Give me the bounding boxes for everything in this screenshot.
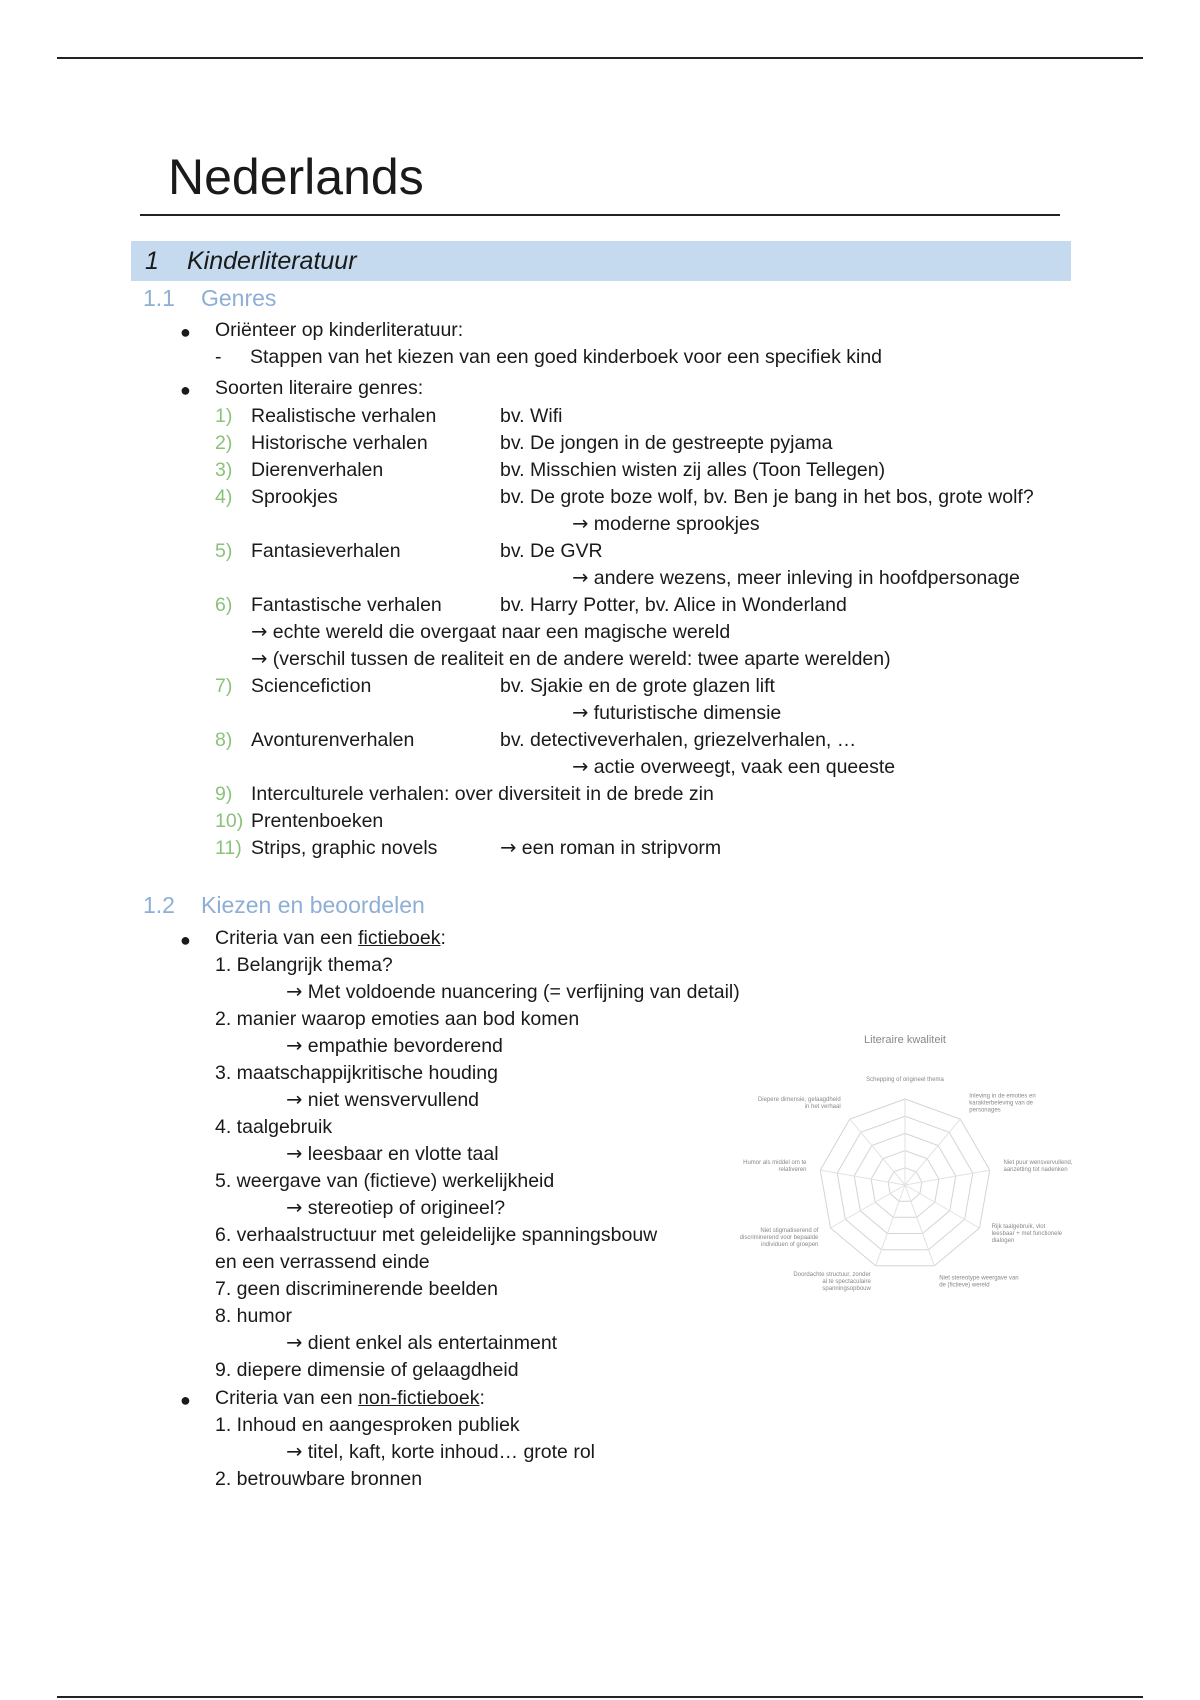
genre-number: 8): [215, 729, 233, 751]
criterion-label: 9. diepere dimensie of gelaagdheid: [215, 1359, 519, 1381]
genre-note: → (verschil tussen de realiteit en de andere wereld: twee aparte werelden): [251, 647, 891, 670]
bullet-icon: ●: [180, 380, 191, 400]
fictie-intro: Criteria van een fictieboek:: [215, 927, 446, 949]
genre-label: Realistische verhalen: [251, 405, 437, 427]
radar-axis-label: Doordachte structuur, zonder al te spectaculaire spanningsopbouw: [793, 1272, 871, 1292]
genre-number: 3): [215, 459, 233, 481]
genre-example: bv. Misschien wisten zij alles (Toon Tellegen): [500, 459, 886, 481]
genre-number: 5): [215, 540, 233, 562]
criterion-note: → stereotiep of origineel?: [286, 1196, 506, 1219]
radar-axis: [905, 1185, 980, 1228]
radar-axis: [905, 1170, 990, 1185]
criterion-note: → Met voldoende nuancering (= verfijning van detail): [286, 980, 740, 1003]
radar-axis-label: Humor als middel om te relativeren: [743, 1160, 807, 1174]
criterion-note: → titel, kaft, korte inhoud… grote rol: [286, 1440, 595, 1463]
chapter-number: 1: [145, 247, 159, 275]
genres-bullet-1-sub: Stappen van het kiezen van een goed kinderboek voor een specifiek kind: [250, 346, 883, 368]
genre-number: 11): [215, 837, 242, 859]
radar-axis-label: Inleving in de emoties en karakterbeleving van de personages: [969, 1093, 1036, 1114]
genre-example: bv. Wifi: [500, 405, 563, 427]
genre-number: 7): [215, 675, 233, 697]
genre-example: bv. De GVR: [500, 540, 603, 562]
section-heading-kiezen: 1.2 Kiezen en beoordelen: [143, 892, 425, 918]
criterion-label: 8. humor: [215, 1305, 292, 1327]
criterion-label: 6. verhaalstructuur met geleidelijke spanningsbouw: [215, 1224, 658, 1246]
genre-note: → andere wezens, meer inleving in hoofdpersonage: [572, 566, 1020, 589]
nonfictie-intro: Criteria van een non-fictieboek:: [215, 1387, 485, 1409]
genre-number: 4): [215, 486, 233, 508]
criterion-label: 5. weergave van (fictieve) werkelijkheid: [215, 1170, 555, 1192]
genre-label: Avonturenverhalen: [251, 729, 415, 751]
arrow-icon: →: [251, 647, 268, 670]
radar-axis: [905, 1185, 934, 1266]
bottom-rule: [57, 1696, 1143, 1698]
criterion-label: 7. geen discriminerende beelden: [215, 1278, 498, 1300]
genre-example: bv. Harry Potter, bv. Alice in Wonderland: [500, 594, 847, 616]
radar-axis-label: Niet puur wensvervullend, aanzetting tot nadenken: [1003, 1160, 1073, 1174]
radar-axis-label: Schepping of origineel thema: [866, 1077, 944, 1083]
arrow-icon: →: [286, 1088, 303, 1111]
arrow-icon: →: [572, 755, 589, 778]
criterion-label: 2. betrouwbare bronnen: [215, 1468, 423, 1490]
chapter-title: Kinderliteratuur: [187, 247, 357, 275]
radar-axis-label: Niet stigmatiserend of discriminerend voor bepaalde individuen of groepen: [739, 1228, 819, 1248]
genre-example: bv. Sjakie en de grote glazen lift: [500, 675, 775, 697]
genre-label: Strips, graphic novels: [251, 837, 438, 859]
genre-note: → actie overweegt, vaak een queeste: [572, 755, 896, 778]
genres-bullet-1: Oriënteer op kinderliteratuur:: [215, 319, 464, 341]
bullet-icon: ●: [180, 322, 191, 342]
arrow-icon: →: [500, 836, 517, 859]
arrow-icon: →: [572, 566, 589, 589]
top-rule: [57, 57, 1143, 59]
genre-label: Dierenverhalen: [251, 459, 384, 481]
arrow-icon: →: [286, 1034, 303, 1057]
genre-note: → moderne sprookjes: [572, 512, 760, 535]
criterion-note: → leesbaar en vlotte taal: [286, 1142, 499, 1165]
criterion-label-cont: en een verrassend einde: [215, 1251, 430, 1273]
criterion-label: 4. taalgebruik: [215, 1116, 333, 1138]
criterion-label: 1. Belangrijk thema?: [215, 954, 393, 976]
genre-number: 10): [215, 810, 244, 832]
genre-label: Prentenboeken: [251, 810, 384, 832]
radar-axis-label: Diepere dimensie, gelaagdheid in het verhaal: [757, 1096, 841, 1110]
genre-label: Interculturele verhalen: over diversiteit in de brede zin: [251, 783, 714, 805]
arrow-icon: →: [286, 1196, 303, 1219]
arrow-icon: →: [572, 701, 589, 724]
criterion-label: 2. manier waarop emoties aan bod komen: [215, 1008, 580, 1030]
arrow-icon: →: [286, 1331, 303, 1354]
arrow-icon: →: [286, 980, 303, 1003]
arrow-icon: →: [251, 620, 268, 643]
arrow-icon: →: [286, 1440, 303, 1463]
genres-bullet-2: Soorten literaire genres:: [215, 377, 424, 399]
radar-axis: [820, 1170, 905, 1185]
bullet-icon: ●: [180, 930, 191, 950]
genre-number: 6): [215, 594, 233, 616]
genre-label: Sciencefiction: [251, 675, 372, 697]
radar-axis: [831, 1185, 906, 1228]
title-underline: [140, 214, 1060, 216]
genre-label: Fantasieverhalen: [251, 540, 401, 562]
radar-axis: [876, 1185, 905, 1266]
genre-number: 2): [215, 432, 233, 454]
genre-example: bv. detectiveverhalen, griezelverhalen, …: [500, 729, 857, 751]
section-heading-genres: 1.1 Genres: [143, 285, 277, 311]
genre-number: 9): [215, 783, 233, 805]
criterion-note: → dient enkel als entertainment: [286, 1331, 558, 1354]
genre-example: bv. De jongen in de gestreepte pyjama: [500, 432, 833, 454]
genre-note: → futuristische dimensie: [572, 701, 782, 724]
radar-axis: [850, 1119, 905, 1185]
genre-note: → een roman in stripvorm: [500, 836, 722, 859]
radar-axis-label: Rijk taalgebruik, vlot leesbaar + met functionele dialogen: [991, 1224, 1063, 1244]
arrow-icon: →: [572, 512, 589, 535]
genre-label: Historische verhalen: [251, 432, 428, 454]
criterion-label: 3. maatschappijkritische houding: [215, 1062, 498, 1084]
criterion-label: 1. Inhoud en aangesproken publiek: [215, 1414, 520, 1436]
bullet-icon: ●: [180, 1390, 191, 1410]
genre-example: bv. De grote boze wolf, bv. Ben je bang in het bos, grote wolf?: [500, 486, 1034, 508]
criterion-note: → empathie bevorderend: [286, 1034, 503, 1057]
dash-marker: -: [215, 346, 222, 368]
criterion-note: → niet wensvervullend: [286, 1088, 480, 1111]
radar-title: Literaire kwaliteit: [864, 1034, 946, 1046]
literaire-kwaliteit-radar-chart: [690, 1025, 1100, 1325]
genre-label: Sprookjes: [251, 486, 338, 508]
genre-number: 1): [215, 405, 233, 427]
radar-axis: [905, 1119, 960, 1185]
genre-note: → echte wereld die overgaat naar een magische wereld: [251, 620, 731, 643]
genre-label: Fantastische verhalen: [251, 594, 442, 616]
chapter-heading: [131, 241, 1071, 281]
arrow-icon: →: [286, 1142, 303, 1165]
radar-axis-label: Niet stereotype weergave van de (fictieve) wereld: [939, 1275, 1019, 1289]
page-title: Nederlands: [168, 149, 424, 205]
